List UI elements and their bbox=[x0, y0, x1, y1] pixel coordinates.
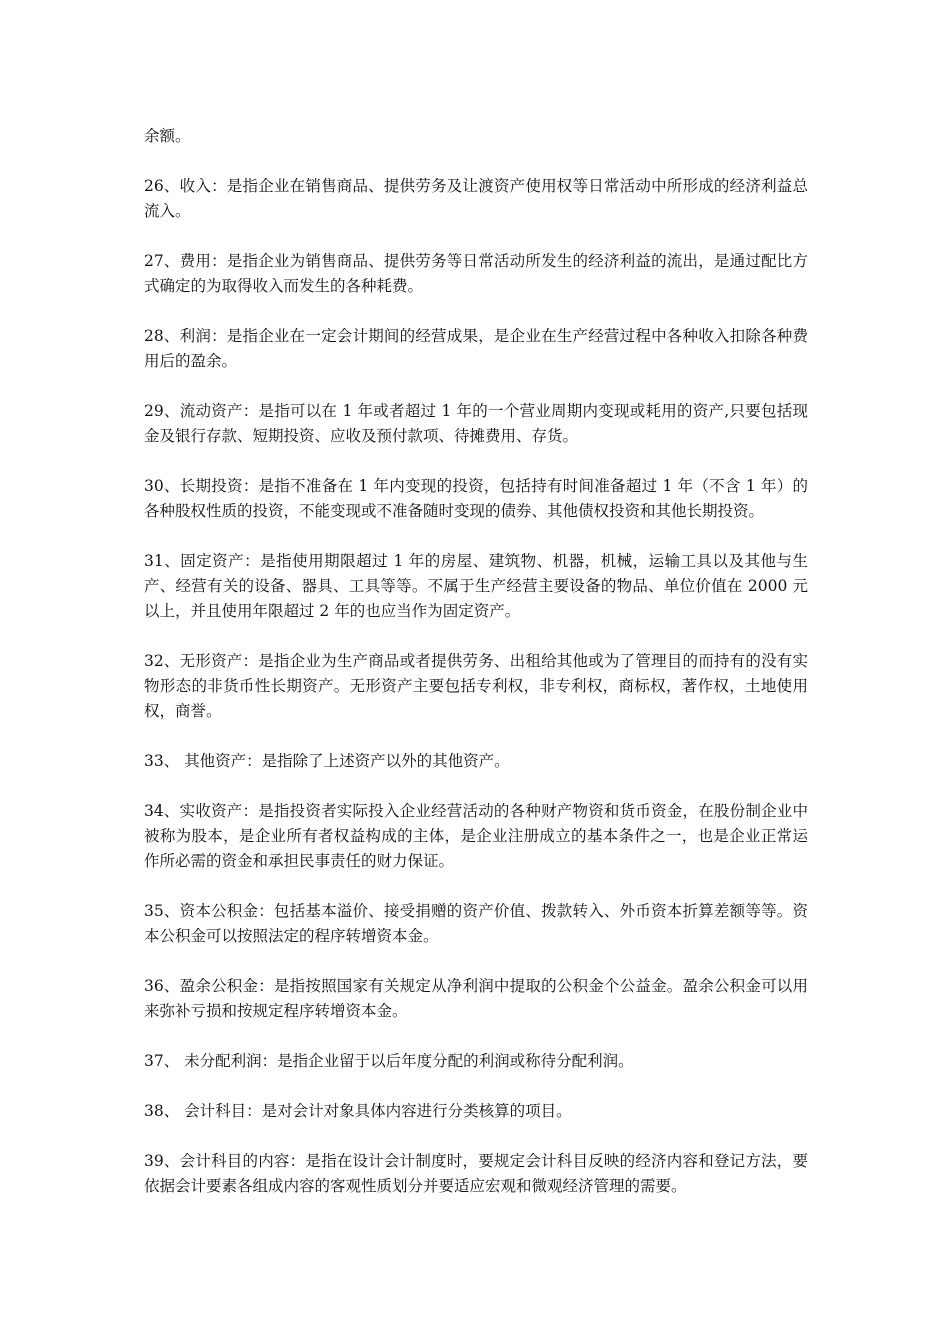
paragraph-39-subject-content: 39、会计科目的内容：是指在设计会计制度时，要规定会计科目反映的经济内容和登记方法，要依据会计要素各组成内容的客观性质划分并要适应宏观和微观经济管理的需要。 bbox=[144, 1152, 808, 1195]
paragraph-29-current-assets: 29、流动资产：是指可以在 1 年或者超过 1 年的一个营业周期内变现或耗用的资产,只要包括现金及银行存款、短期投资、应收及预付款项、待摊费用、存货。 bbox=[144, 402, 808, 445]
paragraph-33-other-assets: 33、 其他资产：是指除了上述资产以外的其他资产。 bbox=[144, 752, 510, 770]
paragraph-35-capital-reserve: 35、资本公积金：包括基本溢价、接受捐赠的资产价值、拨款转入、外币资本折算差额等等。资本公积金可以按照法定的程序转增资本金。 bbox=[144, 902, 808, 945]
paragraph-37-undistributed-profit: 37、 未分配利润：是指企业留于以后年度分配的利润或称待分配利润。 bbox=[144, 1052, 634, 1070]
paragraph-34-paid-in-capital: 34、实收资产：是指投资者实际投入企业经营活动的各种财产物资和货币资金，在股份制企业中被称为股本，是企业所有者权益构成的主体，是企业注册成立的基本条件之一，也是企业正常运作所必需的资金和承担民事责任的财力保证。 bbox=[144, 802, 808, 870]
paragraph-balance-continuation: 余额。 bbox=[144, 127, 191, 145]
paragraph-28-profit: 28、利润：是指企业在一定会计期间的经营成果，是企业在生产经营过程中各种收入扣除各种费用后的盈余。 bbox=[144, 327, 808, 370]
paragraph-38-accounting-subjects: 38、 会计科目：是对会计对象具体内容进行分类核算的项目。 bbox=[144, 1102, 572, 1120]
paragraph-31-fixed-assets: 31、固定资产：是指使用期限超过 1 年的房屋、建筑物、机器，机械，运输工具以及其他与生产、经营有关的设备、器具、工具等等。不属于生产经营主要设备的物品、单位价值在 2000 元以上，并且使用年限超过 2 年的也应当作为固定资产。 bbox=[144, 552, 808, 620]
paragraph-30-long-term-investment: 30、长期投资：是指不准备在 1 年内变现的投资，包括持有时间准备超过 1 年（不含 1 年）的各种股权性质的投资，不能变现或不准备随时变现的债券、其他债权投资和其他长期投资。 bbox=[144, 477, 808, 520]
paragraph-26-revenue: 26、收入：是指企业在销售商品、提供劳务及让渡资产使用权等日常活动中所形成的经济利益总流入。 bbox=[144, 177, 808, 220]
paragraph-32-intangible-assets: 32、无形资产：是指企业为生产商品或者提供劳务、出租给其他或为了管理目的而持有的没有实物形态的非货币性长期资产。无形资产主要包括专利权，非专利权，商标权，著作权，土地使用权，商誉。 bbox=[144, 652, 808, 720]
paragraph-36-surplus-reserve: 36、盈余公积金：是指按照国家有关规定从净利润中提取的公积金个公益金。盈余公积金可以用来弥补亏损和按规定程序转增资本金。 bbox=[144, 977, 808, 1020]
document-body bbox=[144, 124, 808, 1224]
paragraph-27-expense: 27、费用：是指企业为销售商品、提供劳务等日常活动所发生的经济利益的流出，是通过配比方式确定的为取得收入而发生的各种耗费。 bbox=[144, 252, 808, 295]
